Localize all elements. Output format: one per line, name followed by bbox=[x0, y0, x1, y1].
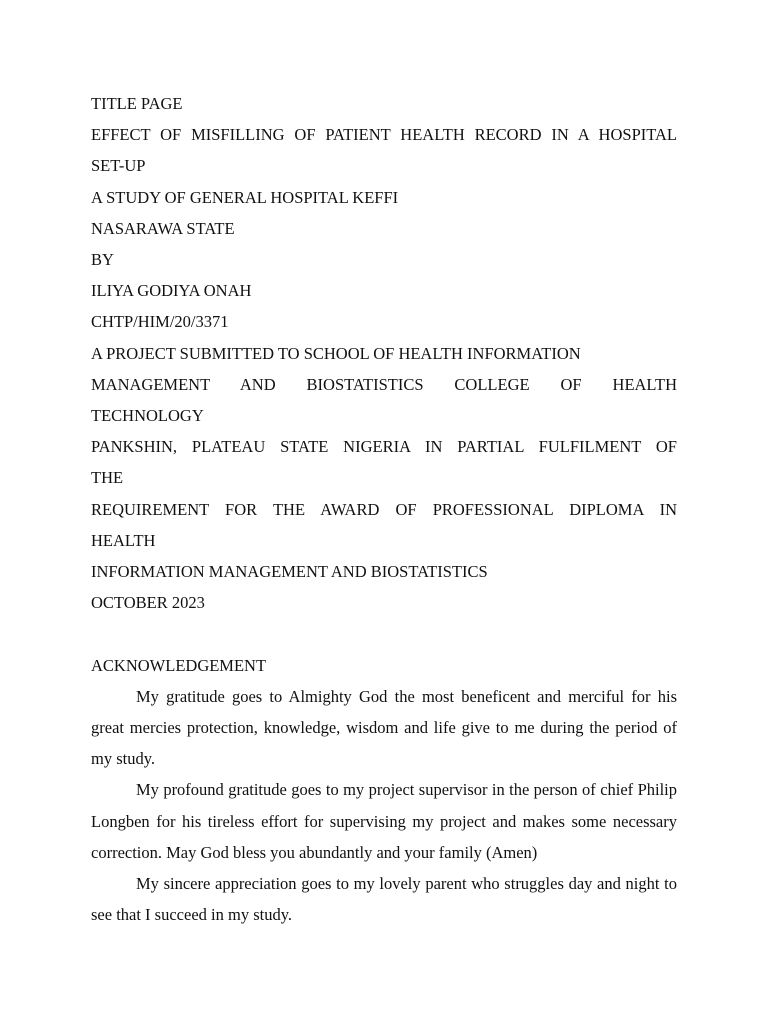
registration-number: CHTP/HIM/20/3371 bbox=[91, 312, 229, 332]
author-name: ILIYA GODIYA ONAH bbox=[91, 281, 252, 301]
document-body bbox=[91, 88, 677, 930]
submission-date: OCTOBER 2023 bbox=[91, 593, 205, 613]
project-title-line-1: EFFECT OF MISFILLING OF PATIENT HEALTH RECORD IN A HOSPITAL bbox=[91, 125, 677, 145]
submission-line-7: HEALTH bbox=[91, 530, 156, 550]
acknowledgement-paragraph-3: My sincere appreciation goes to my lovely parent who struggles day and night to see that I succeed in my study. bbox=[91, 874, 677, 925]
acknowledgement-heading: ACKNOWLEDGEMENT bbox=[91, 655, 267, 675]
submission-line-5: THE bbox=[91, 468, 124, 488]
study-line: A STUDY OF GENERAL HOSPITAL KEFFI bbox=[91, 187, 399, 207]
submission-line-4: PANKSHIN, PLATEAU STATE NIGERIA IN PARTIAL FULFILMENT OF bbox=[91, 437, 677, 457]
submission-line-8: INFORMATION MANAGEMENT AND BIOSTATISTICS bbox=[91, 562, 488, 582]
state-line: NASARAWA STATE bbox=[91, 218, 235, 238]
section-spacer bbox=[91, 618, 677, 649]
submission-line-2: MANAGEMENT AND BIOSTATISTICS COLLEGE OF HEALTH bbox=[91, 374, 677, 394]
submission-line-3: TECHNOLOGY bbox=[91, 406, 204, 426]
acknowledgement-paragraph-1: My gratitude goes to Almighty God the most beneficent and merciful for his great mercies protection, knowledge, wisdom and life give to me during the period of my study. bbox=[91, 686, 677, 769]
project-title-line-2: SET-UP bbox=[91, 156, 146, 176]
submission-line-6: REQUIREMENT FOR THE AWARD OF PROFESSIONAL DIPLOMA IN bbox=[91, 499, 677, 519]
by-line: BY bbox=[91, 250, 114, 270]
title-page-heading: TITLE PAGE bbox=[91, 94, 183, 113]
acknowledgement-paragraph-2: My profound gratitude goes to my project supervisor in the person of chief Philip Longben for his tireless effort for supervising my project and makes some necessary correction. May God bless you abundantly and your family (Amen) bbox=[91, 780, 677, 862]
submission-line-1: A PROJECT SUBMITTED TO SCHOOL OF HEALTH INFORMATION bbox=[91, 343, 581, 363]
